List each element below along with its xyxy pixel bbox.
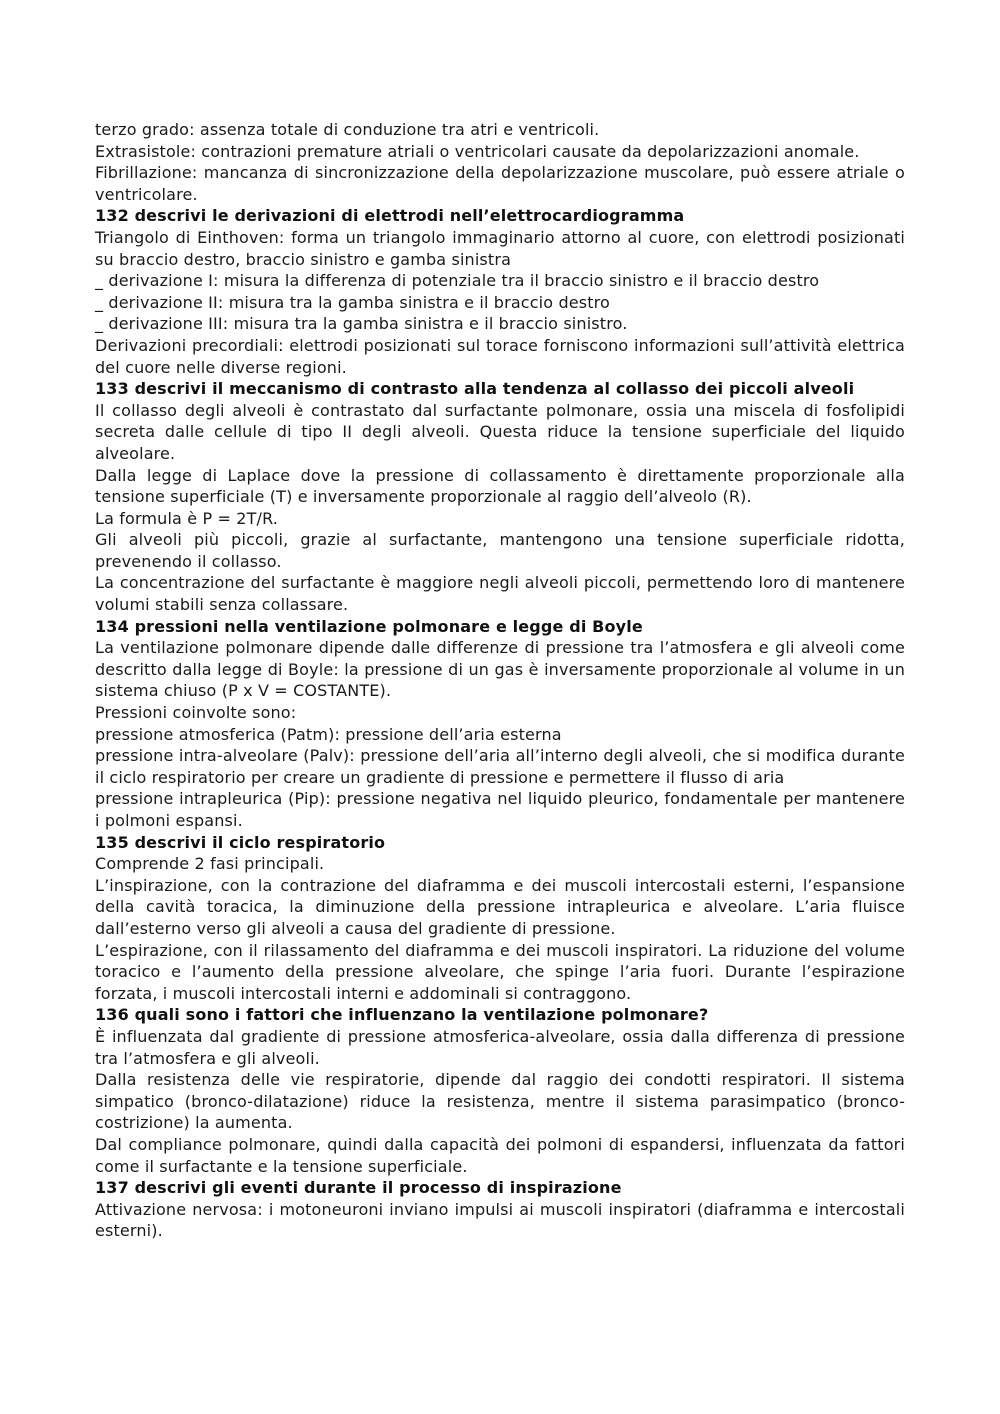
paragraph: Derivazioni precordiali: elettrodi posizionati sul torace forniscono informazioni sull’attività elettrica del cuore nelle diverse regioni. — [95, 335, 905, 377]
paragraph: Fibrillazione: mancanza di sincronizzazione della depolarizzazione muscolare, può essere atriale o ventricolare. — [95, 163, 905, 204]
paragraph: pressione atmosferica (Patm): pressione dell’aria esterna — [95, 724, 562, 744]
paragraph: terzo grado: assenza totale di conduzione tra atri e ventricoli. — [95, 120, 600, 139]
paragraph: pressione intra-alveolare (Palv): pressione dell’aria all’interno degli alveoli, che si modifica durante il ciclo respiratorio per creare un gradiente di pressione e permettere il flusso di aria — [95, 746, 905, 787]
section-heading: 137 descrivi gli eventi durante il processo di inspirazione — [95, 1178, 622, 1198]
section-heading: 135 descrivi il ciclo respiratorio — [95, 832, 386, 852]
paragraph: L’espirazione, con il rilassamento del diaframma e dei muscoli inspiratori. La riduzione del volume toracico e l’aumento della pressione alveolare, che spinge l’aria fuori. Durante l’espirazione forzata, i muscoli intercostali interni e addominali si contraggono. — [95, 940, 905, 1003]
paragraph: Il collasso degli alveoli è contrastato dal surfactante polmonare, ossia una miscela di fosfolipidi secreta dalle cellule di tipo II degli alveoli. Questa riduce la tensione superficiale del liquido alveolare. — [95, 400, 905, 463]
paragraph: _ derivazione I: misura la differenza di potenziale tra il braccio sinistro e il braccio destro — [95, 271, 820, 291]
paragraph: Comprende 2 fasi principali. — [95, 854, 325, 874]
section-heading: 136 quali sono i fattori che influenzano la ventilazione polmonare? — [95, 1005, 709, 1025]
paragraph: Dalla legge di Laplace dove la pressione di collassamento è direttamente proporzionale alla tensione superficiale (T) e inversamente proporzionale al raggio dell’alveolo (R). — [95, 465, 905, 507]
paragraph: La concentrazione del surfactante è maggiore negli alveoli piccoli, permettendo loro di mantenere volumi stabili senza collassare. — [95, 573, 905, 615]
paragraph: Gli alveoli più piccoli, grazie al surfactante, mantengono una tensione superficiale ridotta, prevenendo il collasso. — [95, 530, 905, 571]
paragraph: Triangolo di Einthoven: forma un triangolo immaginario attorno al cuore, con elettrodi posizionati su braccio destro, braccio sinistro e gamba sinistra — [95, 227, 905, 269]
paragraph: Dal compliance polmonare, quindi dalla capacità dei polmoni di espandersi, influenzata da fattori come il surfactante e la tensione superficiale. — [95, 1134, 905, 1176]
section-heading: 133 descrivi il meccanismo di contrasto alla tendenza al collasso dei piccoli alveoli — [95, 379, 855, 399]
paragraph: La formula è P = 2T/R. — [95, 508, 279, 528]
paragraph: pressione intrapleurica (Pip): pressione negativa nel liquido pleurico, fondamentale per mantenere i polmoni espansi. — [95, 789, 905, 830]
paragraph: Dalla resistenza delle vie respiratorie, dipende dal raggio dei condotti respiratori. Il sistema simpatico (bronco-dilatazione) riduce la resistenza, mentre il sistema parasimpatico (bronco-costrizione) la aumenta. — [95, 1070, 905, 1133]
paragraph: _ derivazione II: misura tra la gamba sinistra e il braccio destro — [95, 292, 610, 312]
paragraph: L’inspirazione, con la contrazione del diaframma e dei muscoli intercostali esterni, l’espansione della cavità toracica, la diminuzione della pressione intrapleurica e alveolare. L’aria fluisce dall’esterno verso gli alveoli a causa del gradiente di pressione. — [95, 875, 905, 938]
paragraph: _ derivazione III: misura tra la gamba sinistra e il braccio sinistro. — [95, 314, 628, 334]
section-heading: 132 descrivi le derivazioni di elettrodi nell’elettrocardiogramma — [95, 206, 685, 226]
paragraph: La ventilazione polmonare dipende dalle differenze di pressione tra l’atmosfera e gli alveoli come descritto dalla legge di Boyle: la pressione di un gas è inversamente proporzionale al volume in un sistema chiuso (P x V = COSTANTE). — [95, 638, 905, 701]
document-page — [95, 119, 905, 1242]
section-heading: 134 pressioni nella ventilazione polmonare e legge di Boyle — [95, 616, 643, 636]
paragraph: È influenzata dal gradiente di pressione atmosferica-alveolare, ossia dalla differenza di pressione tra l’atmosfera e gli alveoli. — [95, 1026, 905, 1068]
paragraph: Attivazione nervosa: i motoneuroni inviano impulsi ai muscoli inspiratori (diaframma e intercostali esterni). — [95, 1199, 905, 1241]
paragraph: Pressioni coinvolte sono: — [95, 703, 297, 723]
paragraph: Extrasistole: contrazioni premature atriali o ventricolari causate da depolarizzazioni anomale. — [95, 141, 860, 161]
